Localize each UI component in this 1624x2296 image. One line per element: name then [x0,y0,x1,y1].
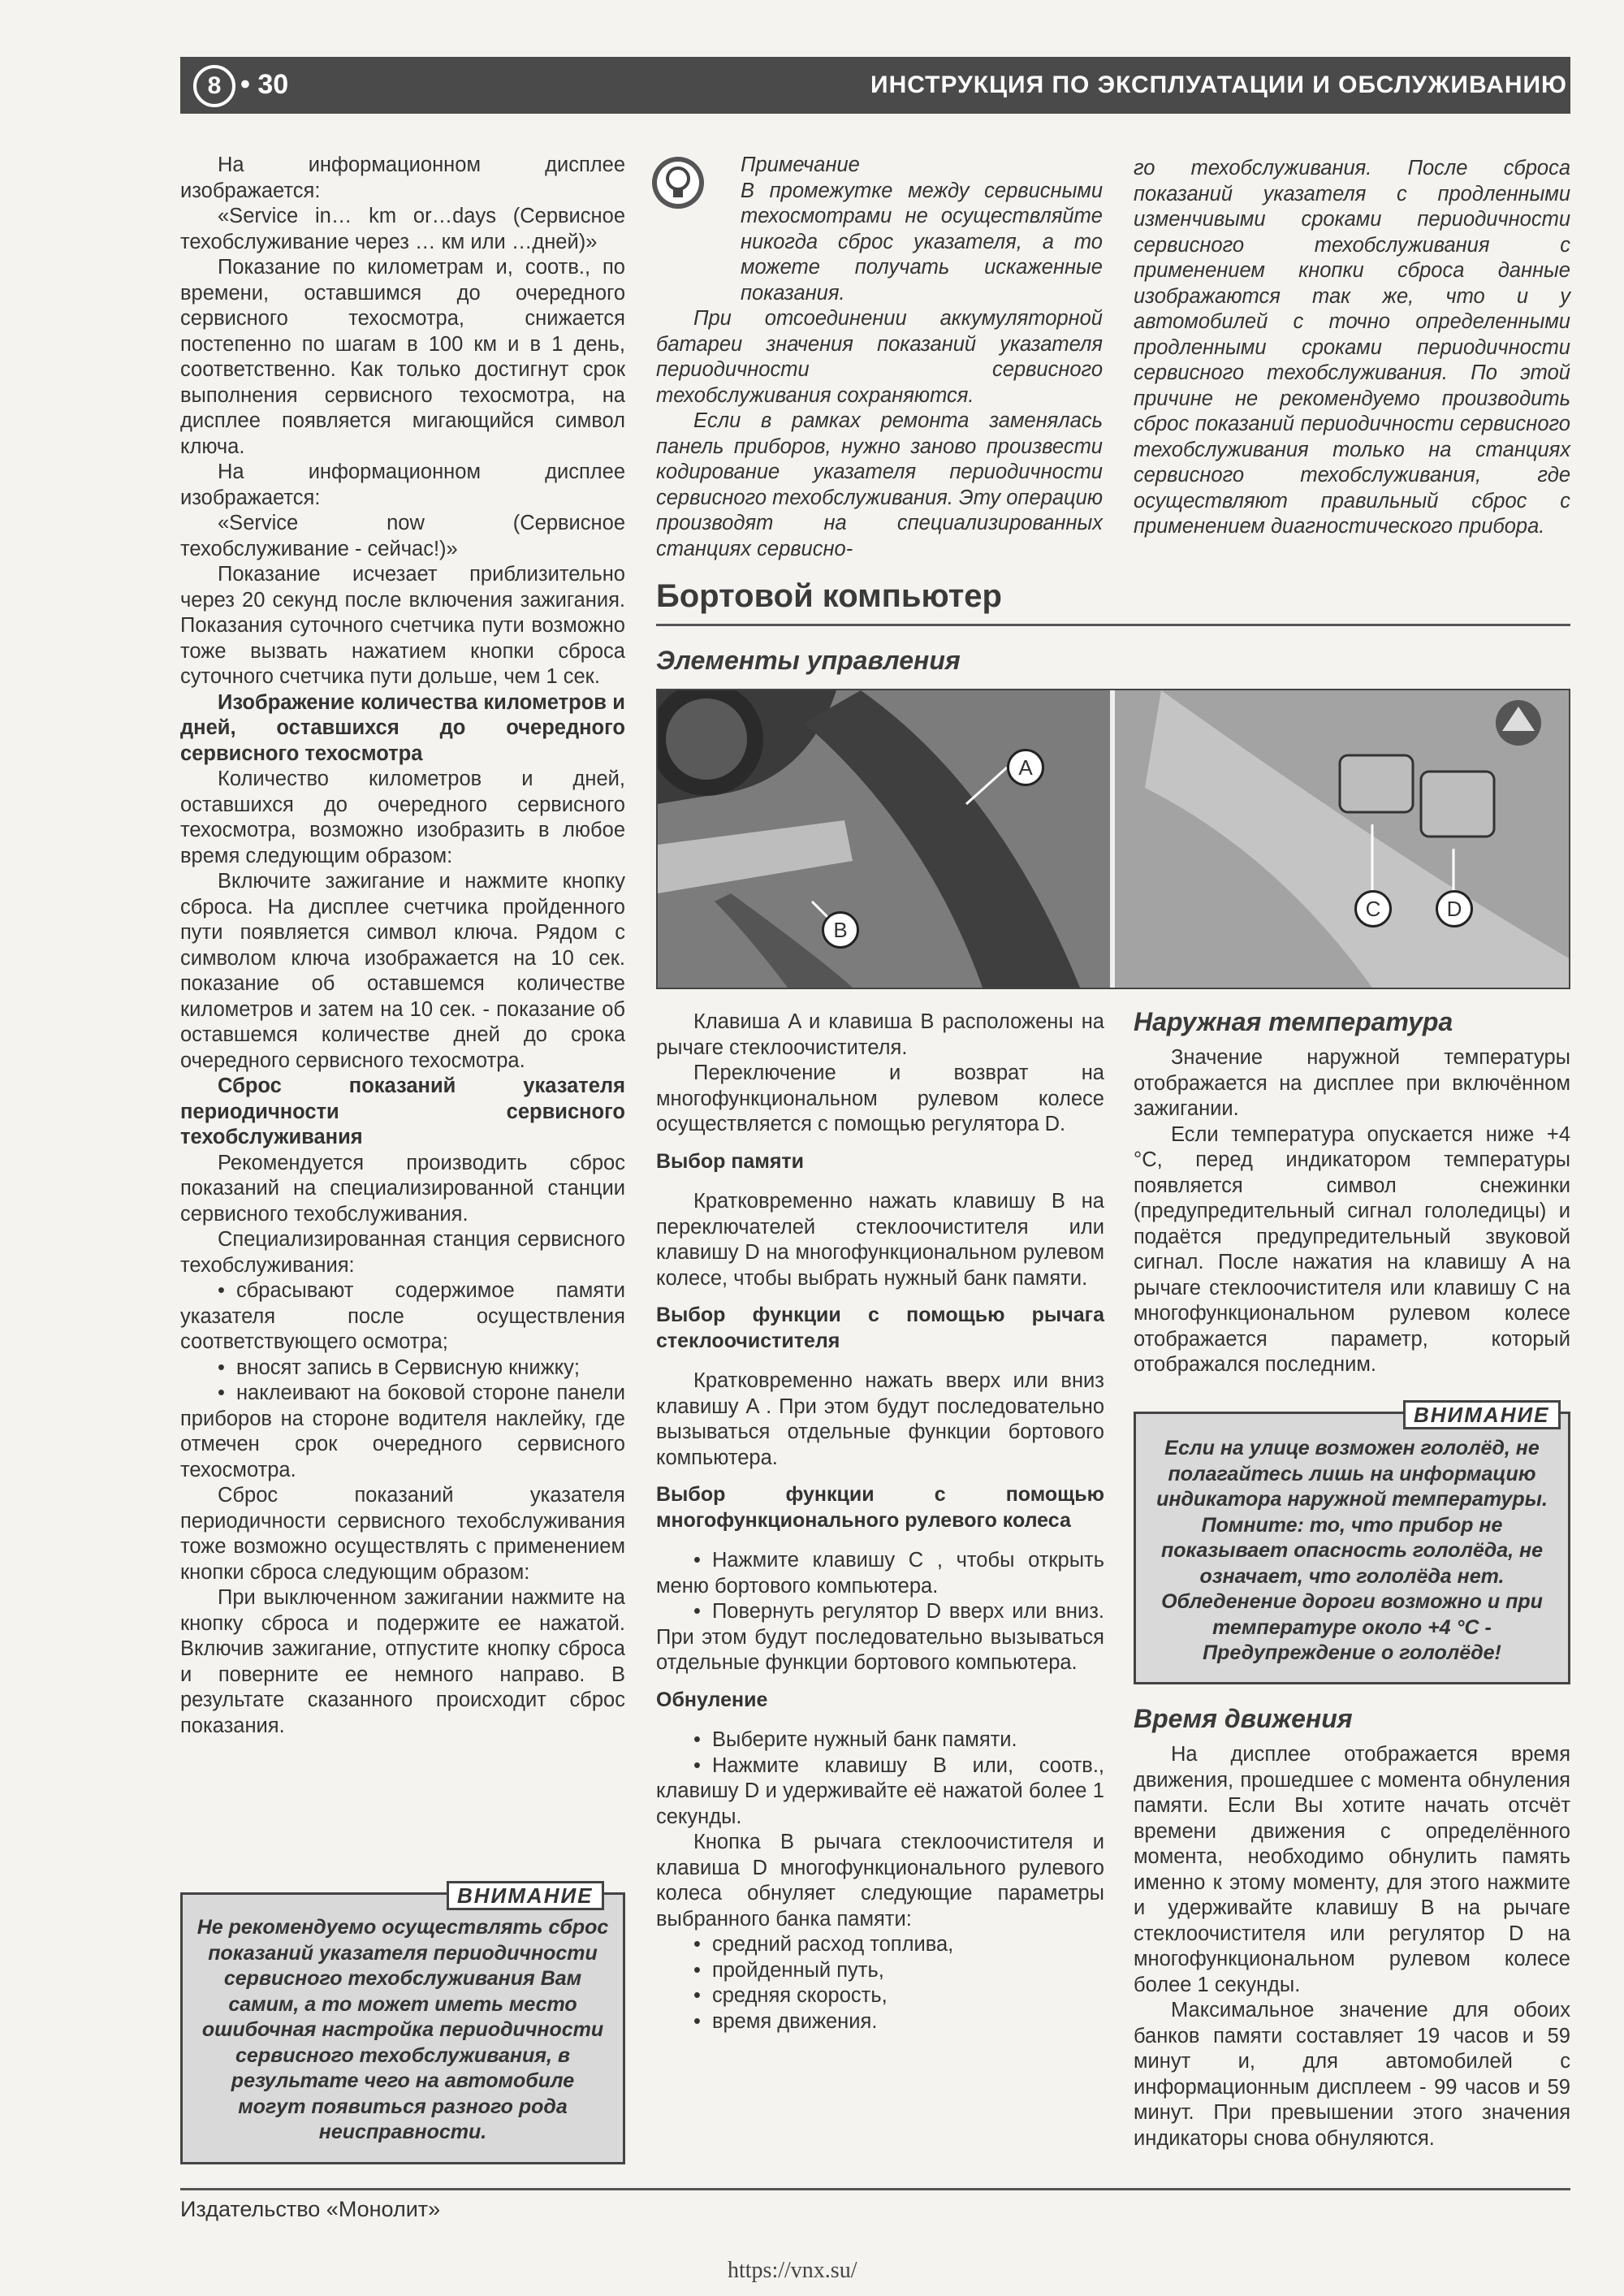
paragraph: Кнопка B рычага стеклоочистителя и клавиша D многофункционального рулевого колеса обнуляет следующие параметры выбранного банка памяти: [656,1831,1104,1931]
heading: Время движения [1134,1704,1353,1733]
callout-b: B [822,911,859,949]
heading: Наружная температура [1134,1007,1453,1036]
column-1 [180,153,625,1739]
source-url[interactable]: https://vnx.su/ [728,2258,857,2283]
paragraph: На информационном дисплее изображается: [180,153,625,202]
bullet-item: • Нажмите клавишу B или, соотв., клавишу D и удерживайте её нажатой более 1 секунды. [656,1753,1104,1831]
paragraph: Специализированная станция сервисного техобслуживания: [180,1228,625,1277]
paragraph: Максимальное значение для обоих банков памяти составляет 19 часов и 59 минут и, для автомобилей с информационным дисплеем - 99 часов и 59 минут. При превышении этого значения индикаторы снова обнуляются. [1134,1999,1570,2150]
heading: Обнуление [656,1688,768,1711]
column-3 [1134,1007,1570,1378]
heading: Выбор функции с помощью рычага стеклоочистителя [656,1304,1104,1352]
paragraph: На дисплее отображается время движения, прошедшее с момента обнуления памяти. Если Вы хотите начать отсчёт времени движения с определённого момента, необходимо обнулить память именно к этому моменту, для этого нажмите и удерживайте клавишу B на рычаге стеклоочистителя или регулятор D на многофункциональном рулевом колесе более 1 секунды. [1134,1743,1570,1996]
list-item: • пройденный путь, [656,1958,1104,1984]
section-title: Бортовой компьютер [656,578,1002,614]
paragraph: Включите зажигание и нажмите кнопку сброса. На дисплее счетчика пройденного пути появляется символ ключа. Рядом с символом ключа изображается на 10 сек. показание об оставшемся количестве километров и затем на 10 сек. - показание об оставшемся количестве дней до срока очередного сервисного техосмотра. [180,870,625,1072]
note-block [656,153,1103,562]
page-number: • 30 [240,69,289,100]
warning-label: ВНИМАНИЕ [1403,1400,1561,1429]
list-item: • средний расход топлива, [656,1932,1104,1958]
callout-c: C [1354,890,1392,927]
bullet-item: • наклеивают на боковой стороне панели приборов на стороне водителя наклейку, где отмечен срок очередного сервисного техосмотра. [180,1381,625,1483]
section-rule [656,624,1570,626]
bullet-item: • Нажмите клавишу C , чтобы открыть меню бортового компьютера. [656,1548,1104,1599]
paragraph: Показание исчезает приблизительно через 20 секунд после включения зажигания. Показания суточного счетчика пути возможно тоже вызвать нажатием кнопки сброса суточного счетчика пути дольше, чем 1 сек. [180,563,625,688]
controls-photo [656,689,1570,989]
warning-text: Если на улице возможен гололёд, не полагайтесь лишь на информацию индикатора наружной температуры. Помните: то, что прибор не показывает опасность гололёда, не означает, что гололёда нет. Обледенение дороги возможно и при температуре около +4 °C - Предупреждение о гололёде! [1156,1437,1548,1664]
paragraph: При отсоединении аккумуляторной батареи значения показаний указателя периодичности сервисного техобслуживания сохраняются. [656,307,1103,407]
callout-a: A [1007,749,1044,786]
paragraph: Значение наружной температуры отображается на дисплее при включённом зажигании. [1134,1046,1570,1120]
column-2 [656,1010,1104,2034]
paragraph: Кратковременно нажать клавишу B на переключателей стеклоочистителя или клавишу D на многофункциональном рулевом колесе, чтобы выбрать нужный банк памяти. [656,1190,1104,1290]
warning-text: Не рекомендуемо осуществлять сброс показаний указателя периодичности сервисного техобслуживания Вам самим, а то может иметь место ошибочная настройка периодичности сервисного техобслуживания, в результате чего на автомобиле могут появиться разного рода неисправности. [197,1916,609,2143]
publisher: Издательство «Монолит» [180,2197,441,2221]
callout-d: D [1436,890,1473,927]
warning-label: ВНИМАНИЕ [447,1881,604,1910]
paragraph: Рекомендуется производить сброс показаний на специализированной станции сервисного техобслуживания. [180,1151,625,1226]
footer-rule [180,2188,1570,2190]
paragraph: Сброс показаний указателя периодичности сервисного техобслуживания тоже возможно осуществлять с применением кнопки сброса следующим образом: [180,1484,625,1584]
paragraph: Количество километров и дней, оставшихся до очередного сервисного техосмотра, возможно изобразить в любое время следующим образом: [180,767,625,867]
paragraph: На информационном дисплее изображается: [180,460,625,509]
paragraph: го техобслуживания. После сброса показаний указателя с продленными изменчивыми сроками периодичности сервисного техобслуживания с применением кнопки сброса данные изображаются так же, что и у автомобилей с точно определенными продленными сроками периодичности сервисного техобслуживания. По этой причине не рекомендуемо производить сброс показаний периодичности сервисного техобслуживания только на станциях сервисного техобслуживания, где осуществляют правильный сброс с применением диагностического прибора. [1134,157,1570,538]
column-3-bottom [1134,1704,1570,2151]
paragraph: При выключенном зажигании нажмите на кнопку сброса и подержите ее нажатой. Включив зажигание, отпустите кнопку сброса и поверните ее немного направо. В результате сказанного происходит сброс показания. [180,1586,625,1737]
paragraph: В промежутке между сервисными техосмотрами не осуществляйте никогда сброс указателя, а то можете получать искаженные показания. [741,179,1103,305]
heading: Изображение количества километров и дней, оставшихся до очередного сервисного техосмотра [180,690,625,765]
bullet-item: • вносят запись в Сервисную книжку; [180,1356,625,1381]
list-item: • время движения. [656,2009,1104,2035]
paragraph: Клавиша A и клавиша B расположены на рычаге стеклоочистителя. [656,1010,1104,1059]
paragraph: Если в рамках ремонта заменялась панель приборов, нужно заново произвести кодирование указателя периодичности сервисного техобслуживания. Эту операцию производят на специализированных станциях сервисно- [656,409,1103,560]
bullet-item: • Выберите нужный банк памяти. [656,1727,1104,1753]
column-3-top [1134,156,1570,540]
heading: Сброс показаний указателя периодичности сервисного техобслуживания [180,1074,625,1148]
list-item: • средняя скорость, [656,1983,1104,2009]
page-header-title: ИНСТРУКЦИЯ ПО ЭКСПЛУАТАЦИИ И ОБСЛУЖИВАНИЮ [870,71,1567,98]
section-subtitle: Элементы управления [656,646,961,675]
chapter-badge: 8 [193,65,235,107]
heading: Выбор памяти [656,1149,805,1173]
paragraph: Переключение и возврат на многофункциональном рулевом колесе осуществляется с помощью регулятора D. [656,1062,1104,1135]
paragraph: Показание по километрам и, соотв., по времени, оставшимся до очередного сервисного техосмотра, снижается постепенно по шагам в 100 км и в 1 день, соответственно. Как только достигнут срок выполнения сервисного техосмотра, на дисплее появляется мигающийся символ ключа. [180,256,625,458]
paragraph: Кратковременно нажать вверх или вниз клавишу A . При этом будут последовательно вызываться отдельные функции бортового компьютера. [656,1369,1104,1469]
bullet-item: • Повернуть регулятор D вверх или вниз. При этом будут последовательно вызываться отдельные функции бортового компьютера. [656,1599,1104,1676]
paragraph: «Service now (Сервисное техобслуживание - сейчас!)» [180,512,625,560]
heading: Выбор функции с помощью многофункционального рулевого колеса [656,1483,1104,1532]
bullet-item: • сбрасывают содержимое памяти указателя после осуществления соответствующего осмотра; [180,1278,625,1356]
paragraph: Если температура опускается ниже +4 °C, перед индикатором температуры появляется символ снежинки (предупредительный сигнал гололедицы) и подаётся предупредительный звуковой сигнал. После нажатия на клавишу A на рычаге стеклоочистителя или клавишу C на многофункциональном рулевом колесе отображается параметр, который отображался последним. [1134,1122,1570,1376]
note-title: Примечание [741,153,860,176]
paragraph: «Service in… km or…days (Сервисное техобслуживание через … км или …дней)» [180,205,625,253]
